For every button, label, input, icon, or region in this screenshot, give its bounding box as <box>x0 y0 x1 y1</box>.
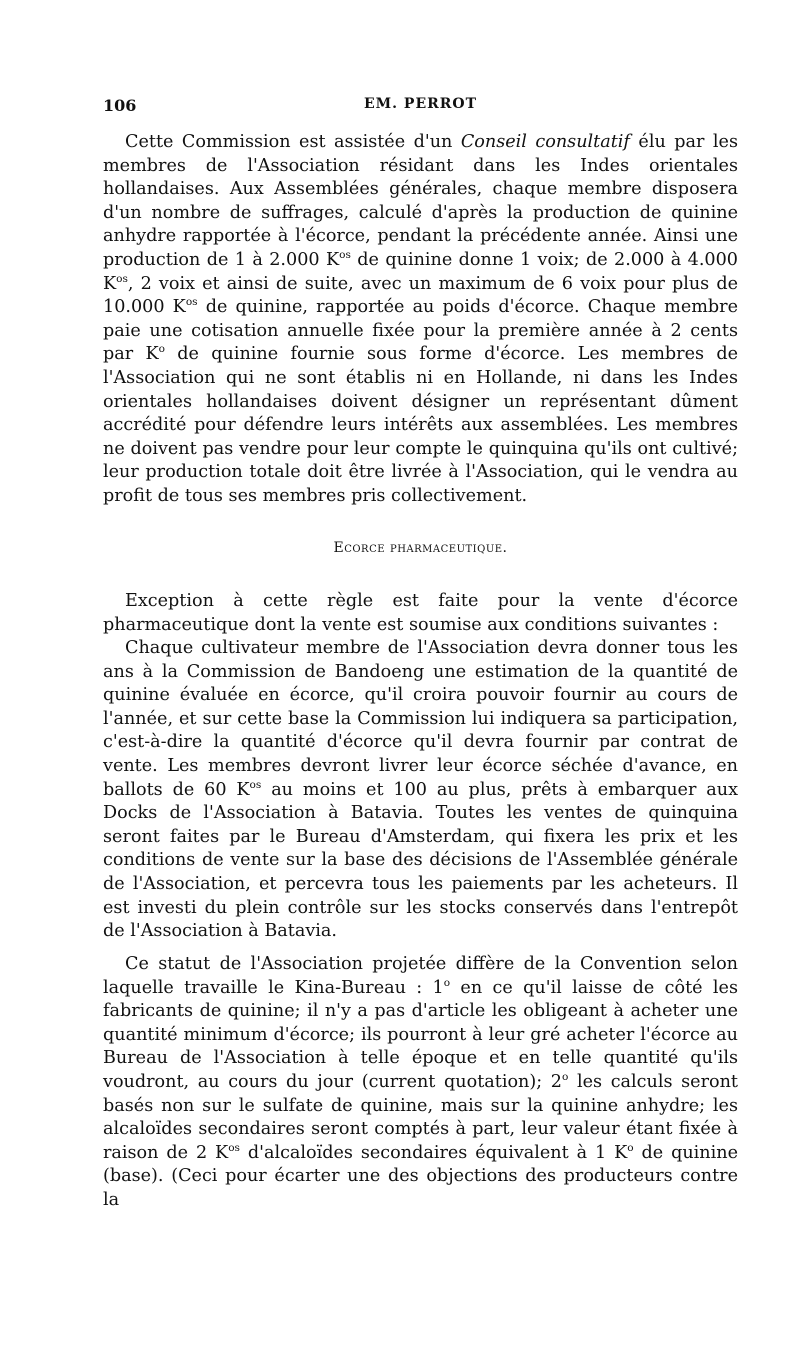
superscript: o <box>562 1071 569 1084</box>
section-heading-text: Ecorce pharmaceutique. <box>333 540 508 556</box>
text-run: les calculs seront basés non sur le sulfate de quinine, mais sur la quinine anhydre; les alcaloïdes secondaires seront comptés à part, leur valeur étant fixée à raison de 2 K <box>103 1071 738 1163</box>
text-run: de quinine (base). (Ceci pour écarter une des objections des producteurs contre la <box>103 1142 738 1210</box>
superscript: os <box>185 296 198 309</box>
superscript: o <box>443 976 451 989</box>
text-run: , 2 voix et ainsi de suite, avec un maximum de 6 voix pour plus de 10.000 K <box>103 273 738 318</box>
section-heading <box>103 540 738 556</box>
text-run: de quinine, rapportée au poids d'écorce. Chaque membre paie une cotisation annuelle fixée pour la première année à 2 cents par K <box>103 297 738 365</box>
page-header <box>103 96 738 118</box>
text-run: Ce statut de l'Association projetée diffère de la Convention selon laquelle travaille le Kina-Bureau : 1 <box>103 954 738 998</box>
text-run: de quinine donne 1 voix; de 2.000 à 4.000 K <box>103 249 738 294</box>
superscript: os <box>228 1141 240 1154</box>
paragraph-exception: Exception à cette règle est faite pour la vente d'écorce pharmaceutique dont la vente est soumise aux conditions suivantes : <box>103 591 738 635</box>
text-run: au moins et 100 au plus, prêts à embarquer aux Docks de l'Association à Batavia. Toutes les ventes de quinquina seront faites par le Bureau d'Amsterdam, qui fixera les prix et les conditions de vente sur la base des décisions de l'Assemblée générale de l'Association, et percevra tous les paiements par les acheteurs. Il est investi du plein contrôle sur les stocks conservés dans l'entrepôt de l'Association à Batavia. <box>103 779 738 942</box>
paragraph-cultivateur <box>103 637 738 944</box>
superscript: os <box>339 249 351 262</box>
text-run: d'alcaloïdes secondaires équivalent à 1 K <box>239 1142 628 1163</box>
superscript: os <box>116 272 128 285</box>
text-run: de quinine fournie sous forme d'écorce. Les membres de l'Association qui ne sont établis ni en Hollande, ni dans les Indes orientales hollandaises doivent désigner un représentant dûment accrédité pour défendre leurs intérêts aux assemblées. Les membres ne doivent pas vendre pour leur compte le quinquina qu'ils ont cultivé; leur production totale doit être livrée à l'Association, qui le vendra au profit de tous ses membres pris collectivement. <box>103 344 738 506</box>
page-number: 106 <box>103 96 137 115</box>
text-run: en ce qu'il laisse de côté les fabricants de quinine; il n'y a pas d'article les obligeant à acheter une quantité minimum d'écorce; ils pourront à leur gré acheter l'écorce au Bureau de l'Association à telle époque et en telle quantité qu'ils voudront, au cours du jour (current quotation); 2 <box>103 977 738 1092</box>
text-run: Cette Commission est assistée d'un <box>125 132 461 152</box>
superscript: o <box>627 1141 634 1154</box>
running-head: EM. PERROT <box>364 96 477 112</box>
italic-term: Conseil consultatif <box>460 132 630 152</box>
paragraph-commission <box>103 131 738 509</box>
superscript: os <box>249 778 262 791</box>
paragraph-statut <box>103 953 738 1213</box>
text-run: Chaque cultivateur membre de l'Association devra donner tous les ans à la Commission de Bandoeng une estimation de la quantité de quinine évaluée en écorce, qu'il croira pouvoir fournir au cours de l'année, et sur cette base la Commission lui indiquera sa participation, c'est-à-dire la quantité d'écorce qu'il devra fournir par contrat de vente. Les membres devront livrer leur écorce séchée d'avance, en ballots de 60 K <box>103 638 738 800</box>
superscript: o <box>158 343 165 356</box>
text-run: élu par les membres de l'Association résidant dans les Indes orientales hollandaises. Aux Assemblées générales, chaque membre disposera d'un nombre de suffrages, calculé d'après la production de quinine anhydre rapportée à l'écorce, pendant la précédente année. Ainsi une production de 1 à 2.000 K <box>103 132 738 270</box>
